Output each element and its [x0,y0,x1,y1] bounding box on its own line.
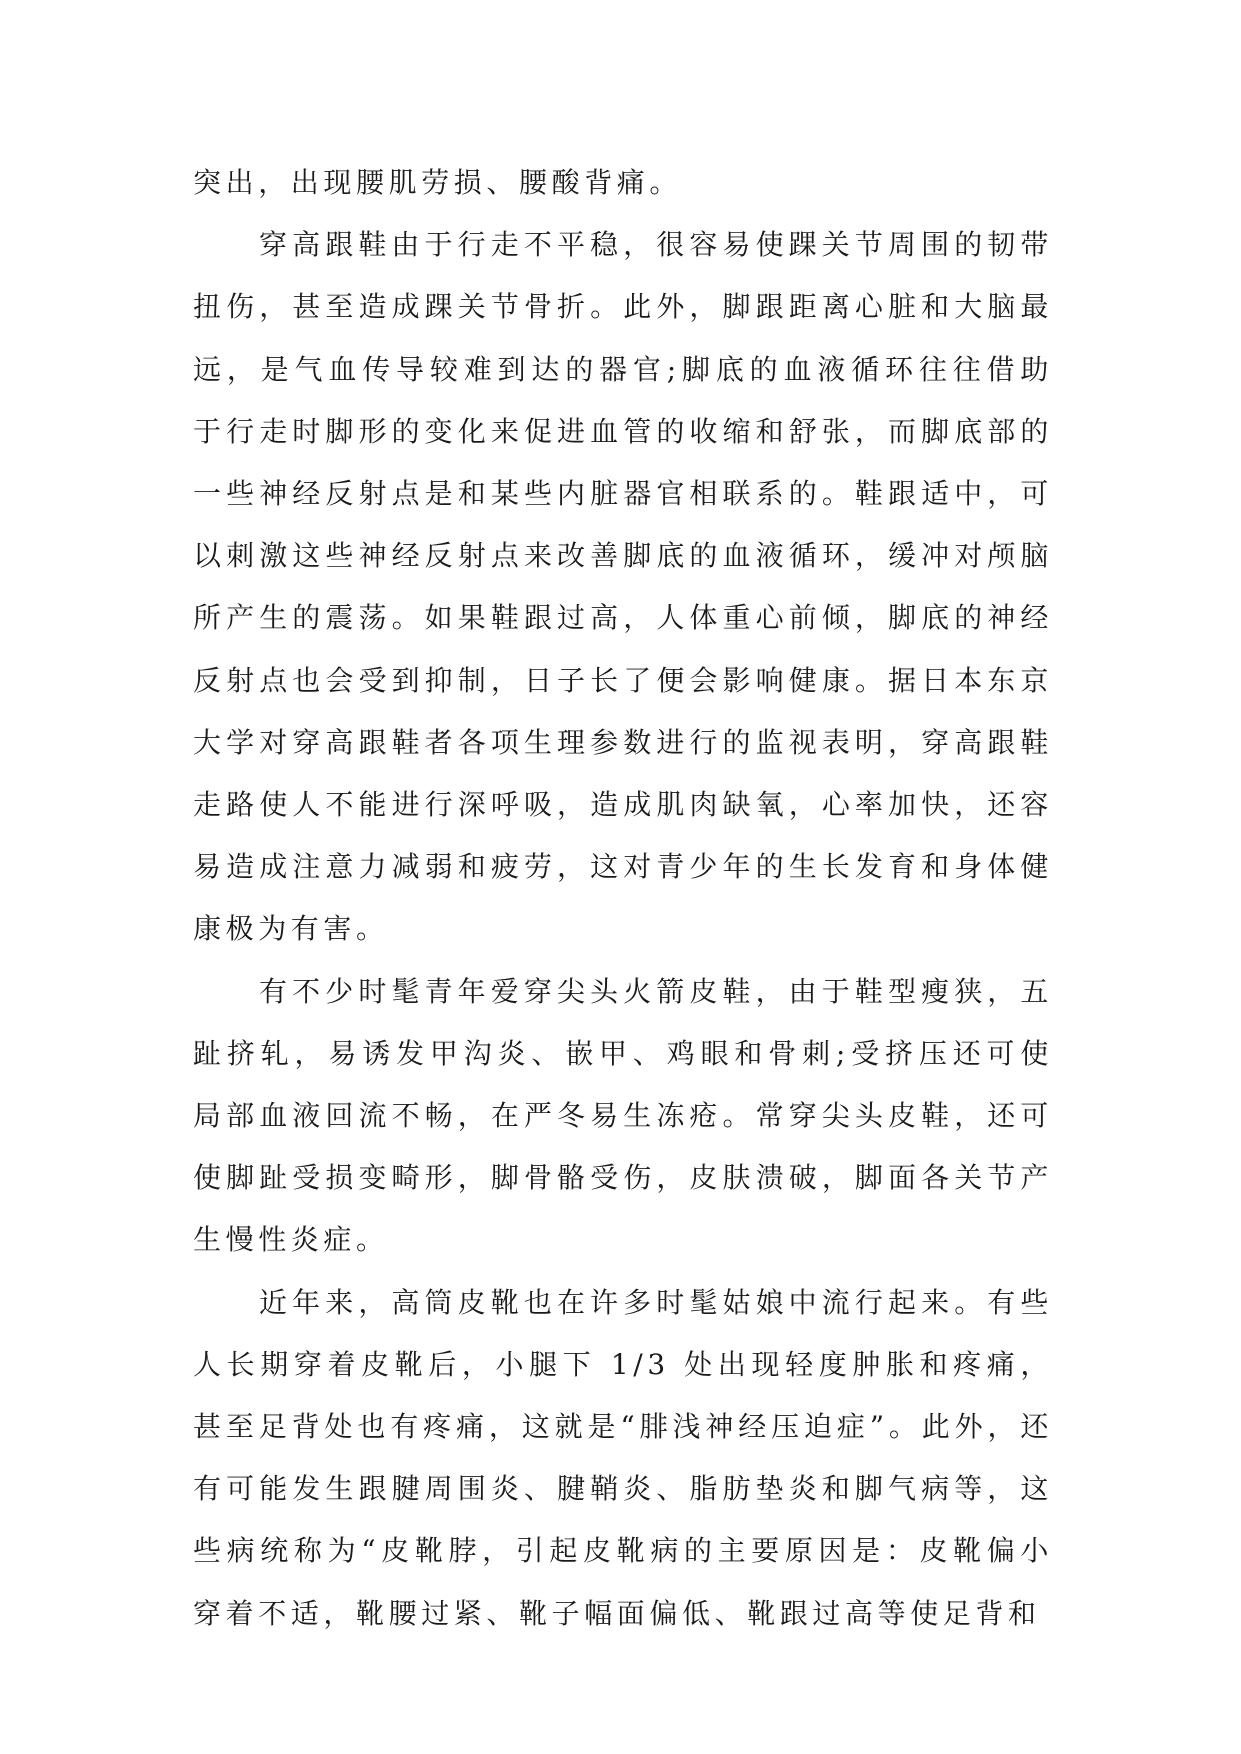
document-page [193,152,1053,1645]
paragraph-pointed-shoes: 有不少时髦青年爱穿尖头火箭皮鞋，由于鞋型瘦狭，五趾挤轧，易诱发甲沟炎、嵌甲、鸡眼和骨刺;受挤压还可使局部血液回流不畅，在严冬易生冻疮。常穿尖头皮鞋，还可使脚趾受损变畸形，脚骨骼受伤，皮肤溃破，脚面各关节产生慢性炎症。 [193,974,1053,1257]
paragraph-high-boots: 近年来，高筒皮靴也在许多时髦姑娘中流行起来。有些人长期穿着皮靴后，小腿下 1/3 处出现轻度肿胀和疼痛，甚至足背处也有疼痛，这就是“腓浅神经压迫症”。此外，还有可能发生跟腱周围炎、腱鞘炎、脂肪垫炎和脚气病等，这些病统称为“皮靴脖，引起皮靴病的主要原因是：皮靴偏小穿着不适，靴腰过紧、靴子幅面偏低、靴跟过高等使足背和 [193,1285,1053,1630]
paragraph-high-heels: 穿高跟鞋由于行走不平稳，很容易使踝关节周围的韧带扭伤，甚至造成踝关节骨折。此外，脚跟距离心脏和大脑最远，是气血传导较难到达的器官;脚底的血液循环往往借助于行走时脚形的变化来促进血管的收缩和舒张，而脚底部的一些神经反射点是和某些内脏器官相联系的。鞋跟适中，可以刺激这些神经反射点来改善脚底的血液循环，缓冲对颅脑所产生的震荡。如果鞋跟过高，人体重心前倾，脚底的神经反射点也会受到抑制，日子长了便会影响健康。据日本东京大学对穿高跟鞋者各项生理参数进行的监视表明，穿高跟鞋走路使人不能进行深呼吸，造成肌肉缺氧，心率加快，还容易造成注意力减弱和疲劳，这对青少年的生长发育和身体健康极为有害。 [193,228,1053,946]
paragraph-continuation: 突出，出现腰肌劳损、腰酸背痛。 [193,166,683,199]
